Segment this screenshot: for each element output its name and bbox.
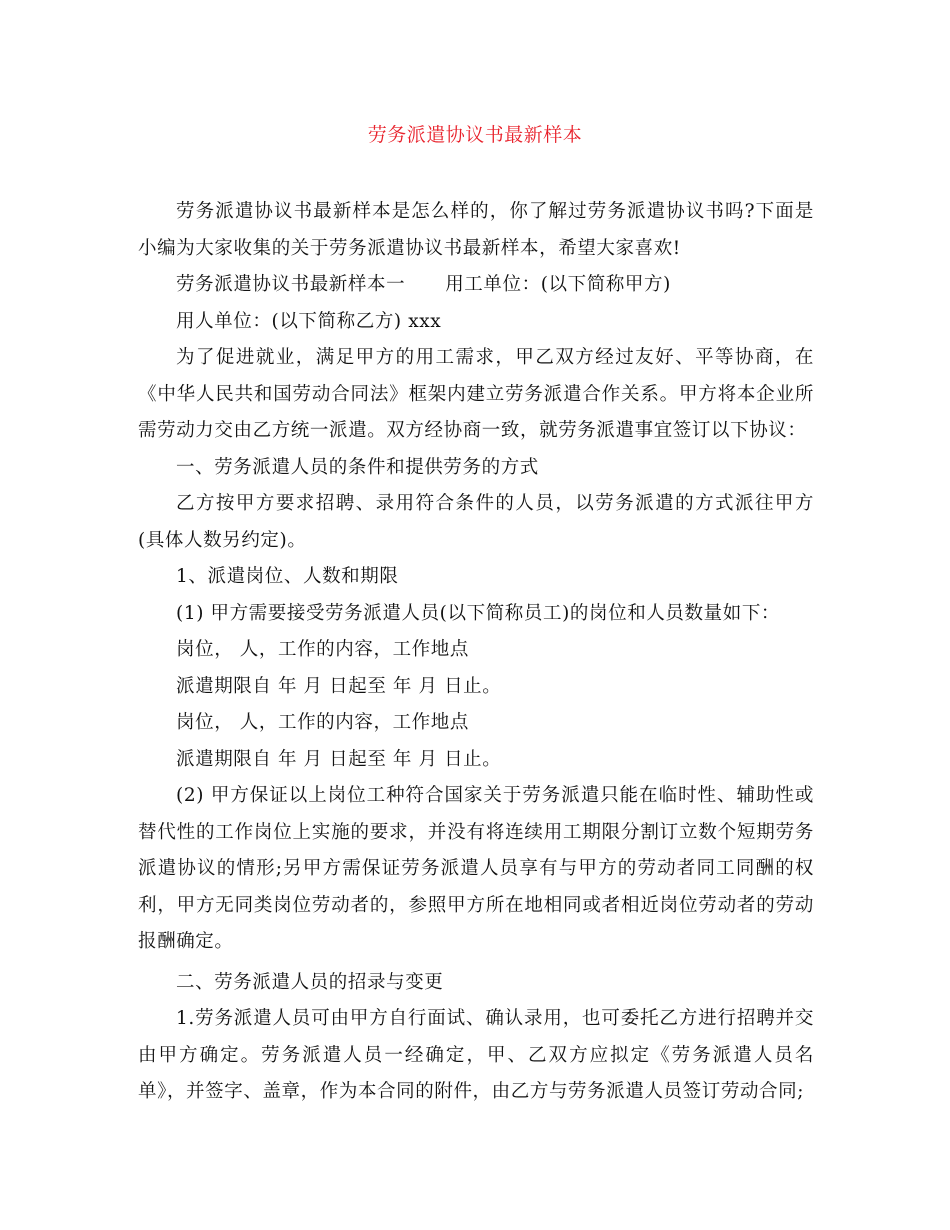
section-heading-2: 二、劳务派遣人员的招录与变更: [176, 971, 444, 993]
period-line-2: 派遣期限自 年 月 日起至 年 月 日止。: [176, 748, 502, 770]
paragraph-dispatcher-party: 用人单位：(以下简称乙方) xxx: [176, 310, 442, 332]
paragraph-intro: 劳务派遣协议书最新样本是怎么样的，你了解过劳务派遣协议书吗?下面是小编为大家收集的关于劳务派遣协议书最新样本，希望大家喜欢!: [138, 201, 814, 259]
subsection-heading-1: 1、派遣岗位、人数和期限: [176, 566, 399, 587]
paragraph-purpose: 为了促进就业，满足甲方的用工需求，甲乙双方经过友好、平等协商，在《中华人民共和国劳动合同法》框架内建立劳务派遣合作关系。甲方将本企业所需劳动力交由乙方统一派遣。双方经协商一致，就劳务派遣事宜签订以下协议：: [138, 347, 814, 441]
paragraph-recruitment: 乙方按甲方要求招聘、录用符合条件的人员，以劳务派遣的方式派往甲方(具体人数另约定)。: [138, 493, 814, 551]
employer-party-text: 用工单位：(以下简称甲方): [445, 274, 671, 295]
document-title: 劳务派遣协议书最新样本: [367, 124, 583, 146]
document-body: [138, 194, 814, 1111]
clause-2-1: 1.劳务派遣人员可由甲方自行面试、确认录用，也可委托乙方进行招聘并交由甲方确定。劳务派遣人员一经确定，甲、乙双方应拟定《劳务派遣人员名单》，并签字、盖章，作为本合同的附件，由乙方与劳务派遣人员签订劳动合同;: [138, 1008, 814, 1102]
clause-1-1: (1) 甲方需要接受劳务派遣人员(以下简称员工)的岗位和人员数量如下：: [176, 602, 781, 624]
position-line-2: 岗位， 人，工作的内容，工作地点: [176, 712, 469, 733]
sample-heading-text: 劳务派遣协议书最新样本一: [176, 274, 406, 295]
clause-1-2: (2) 甲方保证以上岗位工种符合国家关于劳务派遣只能在临时性、辅助性或替代性的工作岗位上实施的要求，并没有将连续用工期限分割订立数个短期劳务派遣协议的情形;另甲方需保证劳务派遣人员享有与甲方的劳动者同工同酬的权利，甲方无同类岗位劳动者的，参照甲方所在地相同或者相近岗位劳动者的劳动报酬确定。: [138, 785, 814, 952]
paragraph-sample-heading: [138, 267, 814, 304]
position-line-1: 岗位， 人，工作的内容，工作地点: [176, 639, 469, 660]
period-line-1: 派遣期限自 年 月 日起至 年 月 日止。: [176, 675, 502, 697]
section-heading-1: 一、劳务派遣人员的条件和提供劳务的方式: [176, 456, 539, 478]
